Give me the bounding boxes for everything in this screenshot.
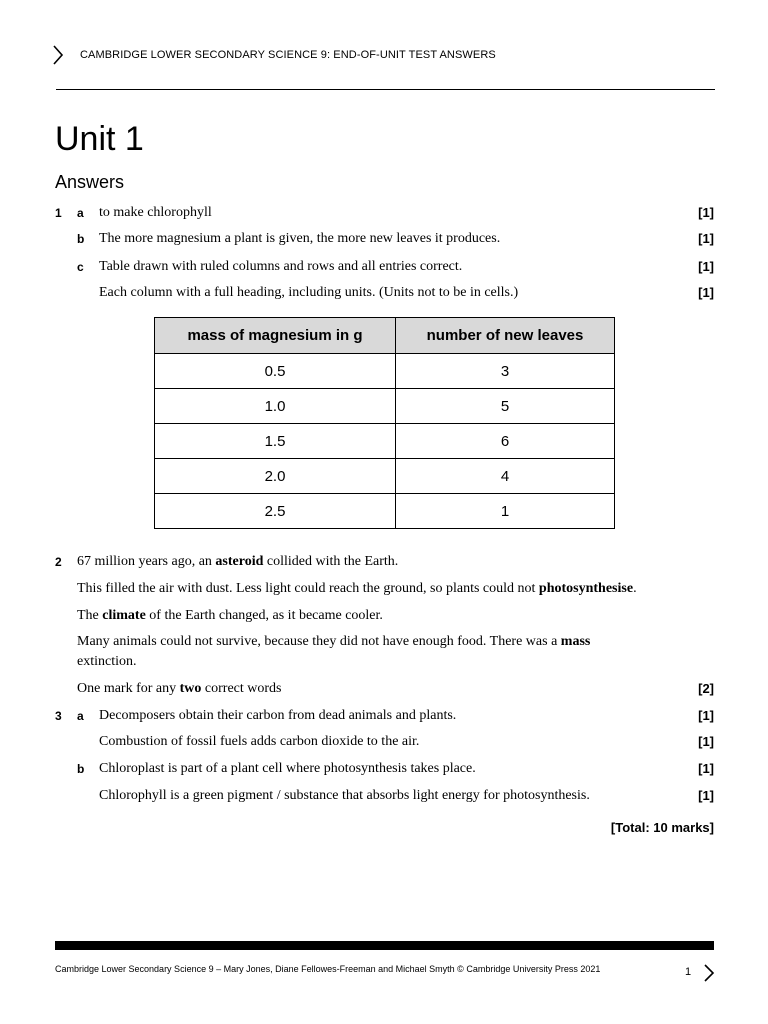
part-letter: a [77, 709, 84, 723]
q2-line2 [0, 579, 768, 599]
answer-text: The more magnesium a plant is given, the more new leaves it produces. [99, 231, 501, 246]
text-run: correct words [201, 681, 282, 696]
answer-text: Combustion of fossil fuels adds carbon dioxide to the air. [99, 734, 420, 749]
question-number: 2 [55, 555, 62, 569]
key-word: climate [102, 608, 146, 623]
q2-line4 [0, 632, 768, 652]
mark-value: [1] [698, 734, 714, 749]
q1c-row [0, 257, 768, 277]
text-run: This filled the air with dust. Less light could reach the ground, so plants could not [77, 581, 539, 596]
answer-text: Chlorophyll is a green pigment / substance that absorbs light energy for photosynthesis. [99, 788, 590, 803]
table-cell: 2.5 [155, 494, 396, 529]
running-header: CAMBRIDGE LOWER SECONDARY SCIENCE 9: END-OF-UNIT TEST ANSWERS [80, 49, 496, 61]
q3a2-row [0, 732, 768, 752]
table-cell: 6 [396, 424, 615, 459]
answer-text [77, 579, 637, 599]
total-marks: [Total: 10 marks] [610, 820, 714, 835]
text-run: One mark for any [77, 681, 180, 696]
part-letter: c [77, 260, 84, 274]
table-cell: 0.5 [155, 354, 396, 389]
q1a-row [0, 203, 768, 223]
answer-text: Table drawn with ruled columns and rows and all entries correct. [99, 259, 463, 274]
part-letter: b [77, 762, 85, 776]
answer-text [77, 679, 282, 699]
question-number: 3 [55, 709, 62, 723]
q3a-row [0, 706, 768, 726]
mark-value: [1] [698, 788, 714, 803]
mark-value: [1] [698, 708, 714, 723]
q2-line6 [0, 679, 768, 699]
q2-line3 [0, 606, 768, 626]
section-title: Answers [55, 172, 125, 192]
answer-text [77, 552, 398, 572]
part-letter: a [77, 206, 84, 220]
answer-text [77, 606, 383, 626]
table-cell: 5 [396, 389, 615, 424]
answer-text: Each column with a full heading, including units. (Units not to be in cells.) [99, 285, 519, 300]
q1c2-row [0, 283, 768, 303]
mark-value: [1] [698, 285, 714, 300]
answer-text: to make chlorophyll [99, 205, 212, 220]
mark-value: [2] [698, 681, 714, 696]
footer-credit: Cambridge Lower Secondary Science 9 – Mary Jones, Diane Fellowes-Freeman and Michael Smyth © Cambridge University Press 2021 [55, 964, 601, 974]
q2-line5 [0, 652, 768, 672]
table-cell: 1.5 [155, 424, 396, 459]
key-word: mass [560, 634, 591, 649]
key-word: asteroid [215, 554, 264, 569]
table-cell: 4 [396, 459, 615, 494]
answer-text: Decomposers obtain their carbon from dead animals and plants. [99, 708, 457, 723]
text-run: The [77, 608, 103, 623]
q3b2-row [0, 786, 768, 806]
text-run: collided with the Earth. [263, 554, 399, 569]
answer-text: extinction. [77, 654, 137, 669]
column-header: mass of magnesium in g [155, 318, 396, 354]
page-number: 1 [685, 966, 692, 978]
mark-value: [1] [698, 205, 714, 220]
table-cell: 1.0 [155, 389, 396, 424]
page-title: Unit 1 [55, 120, 144, 158]
table-row [155, 389, 615, 424]
table-cell: 2.0 [155, 459, 396, 494]
column-header: number of new leaves [396, 318, 615, 354]
mark-value: [1] [698, 231, 714, 246]
mark-value: [1] [698, 761, 714, 776]
text-run: . [633, 581, 637, 596]
part-letter: b [77, 232, 85, 246]
text-run: of the Earth changed, as it became cooler. [145, 608, 383, 623]
table-row [155, 424, 615, 459]
answer-text: Chloroplast is part of a plant cell where photosynthesis takes place. [99, 761, 476, 776]
table-cell: 1 [396, 494, 615, 529]
key-word: photosynthesise [538, 581, 634, 596]
q1b-row [0, 229, 768, 249]
chevron-right-icon [52, 44, 64, 66]
answer-text [77, 632, 590, 652]
table-row [155, 354, 615, 389]
text-run: Many animals could not survive, because they did not have enough food. There was a [77, 634, 561, 649]
results-table [154, 317, 615, 529]
text-run: 67 million years ago, an [77, 554, 216, 569]
q3b-row [0, 759, 768, 779]
footer-bar [55, 941, 714, 950]
table-cell: 3 [396, 354, 615, 389]
q2-line1 [0, 552, 768, 572]
key-word: two [179, 681, 202, 696]
table-row [155, 494, 615, 529]
table-row [155, 459, 615, 494]
table-header-row [155, 318, 615, 354]
header-rule [56, 89, 715, 90]
mark-value: [1] [698, 259, 714, 274]
chevron-right-icon [703, 963, 715, 983]
question-number: 1 [55, 206, 62, 220]
